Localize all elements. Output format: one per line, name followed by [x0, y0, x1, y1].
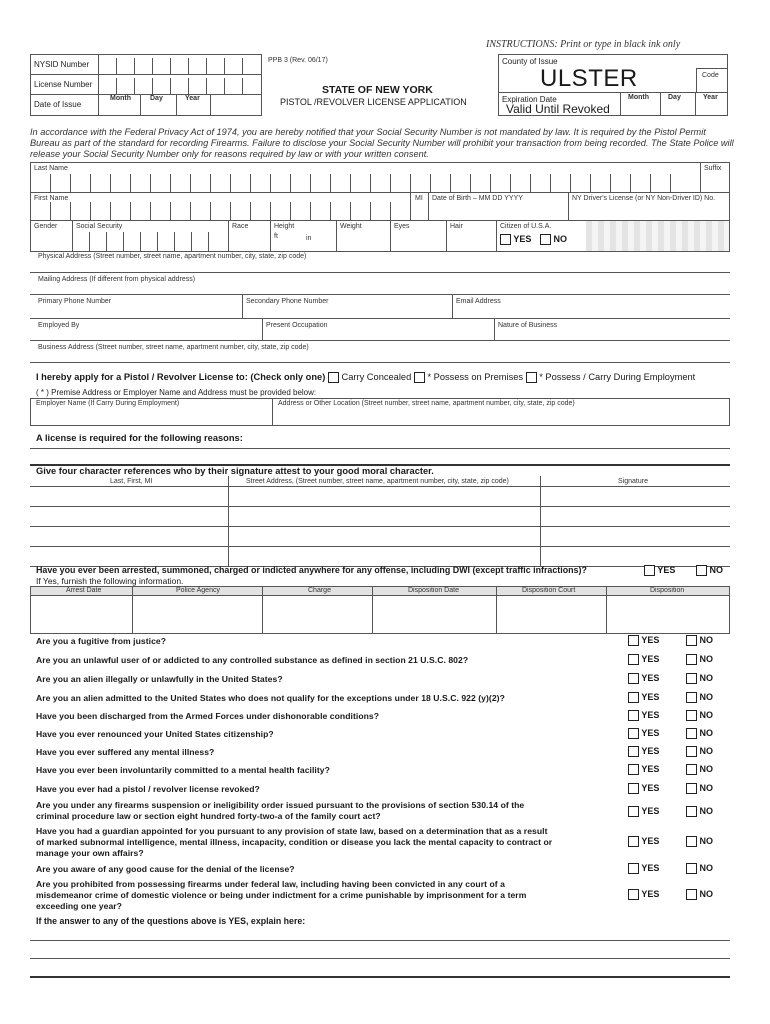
q9-yes-checkbox[interactable]: [628, 783, 639, 794]
q11-line3: manage your own affairs?: [36, 848, 144, 858]
q13-line2: misdemeanor crime of domestic violence or being under indictment for a crime punishable by imprisonment for a term: [36, 890, 527, 900]
q11-yes-label: YES: [641, 836, 660, 846]
q6-no[interactable]: [686, 728, 713, 739]
q9-yes[interactable]: [628, 783, 659, 794]
code-label: Code: [702, 72, 719, 79]
col-police-agency: Police Agency: [176, 587, 220, 594]
exp-year-label: Year: [703, 94, 718, 101]
county-value[interactable]: ULSTER: [540, 65, 638, 92]
q13-no-checkbox[interactable]: [686, 889, 697, 900]
q10-yes-checkbox[interactable]: [628, 806, 639, 817]
q1-yes-label: YES: [641, 635, 660, 645]
q2-yes[interactable]: [628, 654, 659, 665]
q13-yes[interactable]: [628, 889, 659, 900]
arrest-no-label: NO: [709, 565, 724, 575]
q2-no-label: NO: [699, 654, 714, 664]
arrest-if-yes: If Yes, furnish the following information.: [36, 576, 184, 586]
references-col3: Signature: [618, 478, 648, 485]
eyes-label: Eyes: [394, 223, 410, 230]
q9-no-label: NO: [699, 783, 714, 793]
q4-yes[interactable]: [628, 692, 659, 703]
q8-no-label: NO: [699, 764, 714, 774]
explain-label: If the answer to any of the questions above is YES, explain here:: [36, 916, 306, 926]
primary-phone-label: Primary Phone Number: [38, 298, 112, 305]
q6-no-checkbox[interactable]: [686, 728, 697, 739]
arrest-table: [30, 586, 730, 634]
license-number-label: License Number: [34, 80, 93, 89]
citizen-yes-label: YES: [513, 234, 532, 244]
q10-yes[interactable]: [628, 806, 659, 817]
drivers-license-label: NY Driver's License (or NY Non-Driver ID) No.: [572, 195, 716, 202]
issue-year-label: Year: [185, 95, 200, 102]
q3-no[interactable]: [686, 673, 713, 684]
q5-no[interactable]: [686, 710, 713, 721]
references-col2: Street Address, (Street number, street name, apartment number, city, state, zip code): [246, 478, 509, 485]
question-4: Are you an alien admitted to the United States who does not qualify for the exceptions under 18 U.S.C. 922 (y)(2)?: [36, 693, 505, 703]
q1-no-checkbox[interactable]: [686, 635, 697, 646]
carry-concealed-label: Carry Concealed: [341, 372, 412, 382]
q10-line1: Are you under any firearms suspension or ineligibility order issued pursuant to the provisions of section 530.14 of the: [36, 800, 525, 810]
question-3: Are you an alien illegally or unlawfully in the United States?: [36, 674, 283, 684]
q6-yes-label: YES: [641, 728, 660, 738]
q5-no-checkbox[interactable]: [686, 710, 697, 721]
q12-no-checkbox[interactable]: [686, 863, 697, 874]
hair-label: Hair: [450, 223, 463, 230]
q7-yes-checkbox[interactable]: [628, 746, 639, 757]
secondary-phone-label: Secondary Phone Number: [246, 298, 329, 305]
form-title: PISTOL /REVOLVER LICENSE APPLICATION: [280, 97, 467, 107]
q11-line2: of marked subnormal intelligence, mental illness, incapacity, condition or disease you lack the mental capacity to contract or: [36, 837, 553, 847]
q12-line1: Are you aware of any good cause for the denial of the license?: [36, 864, 295, 874]
privacy-notice: In accordance with the Federal Privacy Act of 1974, you are hereby notified that your Social Security Number is not mandated by law. It is required by the Pistol Permit Bureau as part of the standard for recording Firearms. Failure to disclose your Social Security Number will prohibit your transaction from being recorded. The State Police will release your Social Security Number only for reasons required by law or with your written consent.: [30, 127, 734, 159]
question-1: Are you a fugitive from justice?: [36, 636, 167, 646]
apply-text: I hereby apply for a Pistol / Revolver License to: (Check only one): [36, 372, 326, 382]
possess-employment-checkbox[interactable]: [526, 372, 537, 383]
citizen-no[interactable]: [540, 234, 567, 245]
license-number-input[interactable]: [98, 78, 262, 94]
q3-no-label: NO: [699, 673, 714, 683]
q10-yes-label: YES: [641, 806, 660, 816]
q5-yes-label: YES: [641, 710, 660, 720]
first-name-input[interactable]: [30, 202, 410, 220]
state-title: STATE OF NEW YORK: [322, 84, 433, 96]
references-title: Give four character references who by their signature attest to your good moral character.: [36, 466, 434, 476]
q8-yes[interactable]: [628, 764, 659, 775]
exp-month-label: Month: [628, 94, 649, 101]
issue-day-label: Day: [150, 95, 163, 102]
q3-no-checkbox[interactable]: [686, 673, 697, 684]
q12-no[interactable]: [686, 863, 713, 874]
q7-yes-label: YES: [641, 746, 660, 756]
expiration-label: Expiration Date: [502, 95, 557, 104]
q9-no-checkbox[interactable]: [686, 783, 697, 794]
q10-line2: criminal procedure law or section eight hundred forty-two-a of the family court act?: [36, 810, 381, 821]
exp-day-label: Day: [668, 94, 681, 101]
question-9: Have you ever had a pistol / revolver license revoked?: [36, 784, 260, 794]
q4-no-label: NO: [699, 692, 714, 702]
citizen-no-label: NO: [553, 234, 568, 244]
q5-yes-checkbox[interactable]: [628, 710, 639, 721]
nysid-label: NYSID Number: [34, 60, 90, 69]
arrest-yes[interactable]: [644, 565, 675, 576]
q12-no-label: NO: [699, 863, 714, 873]
q13-yes-checkbox[interactable]: [628, 889, 639, 900]
q13-no-label: NO: [699, 889, 714, 899]
q12-yes-checkbox[interactable]: [628, 863, 639, 874]
possess-premises-checkbox[interactable]: [414, 372, 425, 383]
q6-no-label: NO: [699, 728, 714, 738]
q3-yes[interactable]: [628, 673, 659, 684]
citizen-yes-checkbox[interactable]: [500, 234, 511, 245]
q10-no-label: NO: [699, 806, 714, 816]
col-disposition-date: Disposition Date: [408, 587, 459, 594]
q8-yes-checkbox[interactable]: [628, 764, 639, 775]
last-name-label: Last Name: [34, 165, 68, 172]
apply-line: [36, 372, 695, 383]
q4-no-checkbox[interactable]: [686, 692, 697, 703]
ssn-input[interactable]: [72, 232, 228, 252]
arrest-yes-label: YES: [657, 565, 676, 575]
question-guardian: [36, 826, 552, 859]
arrest-question: Have you ever been arrested, summoned, charged or indicted anywhere for any offense, including DWI (except traffic infractions)?: [36, 565, 587, 575]
q8-no-checkbox[interactable]: [686, 764, 697, 775]
suffix-label: Suffix: [704, 165, 722, 172]
citizen-yes[interactable]: [500, 234, 531, 245]
dob-label: Date of Birth – MM DD YYYY: [432, 195, 523, 202]
first-name-label: First Name: [34, 195, 69, 202]
q11-line1: Have you had a guardian appointed for you pursuant to any provision of state law, based on a determination that as a result: [36, 826, 548, 836]
citizen-no-checkbox[interactable]: [540, 234, 551, 245]
q11-no-checkbox[interactable]: [686, 836, 697, 847]
q13-line1: Are you prohibited from possessing firearms under federal law, including having been convicted in any court of a: [36, 879, 505, 889]
question-5: Have you been discharged from the Armed Forces under dishonorable conditions?: [36, 711, 380, 721]
col-disposition: Disposition: [650, 587, 685, 594]
employer-name-label: Employer Name (If Carry During Employment): [36, 400, 180, 407]
q2-no-checkbox[interactable]: [686, 654, 697, 665]
nysid-input[interactable]: [98, 58, 262, 74]
email-label: Email Address: [456, 298, 501, 305]
references-col1: Last, First, MI: [110, 478, 153, 485]
arrest-no[interactable]: [696, 565, 723, 576]
q13-line3: exceeding one year?: [36, 901, 122, 911]
q7-no-checkbox[interactable]: [686, 746, 697, 757]
q10-no-checkbox[interactable]: [686, 806, 697, 817]
col-charge: Charge: [308, 587, 331, 594]
carry-concealed-checkbox[interactable]: [328, 372, 339, 383]
q3-yes-checkbox[interactable]: [628, 673, 639, 684]
col-arrest-date: Arrest Date: [66, 587, 102, 594]
arrest-table-header: [31, 587, 729, 596]
question-good-cause: [36, 864, 295, 874]
q5-yes[interactable]: [628, 710, 659, 721]
issue-month-label: Month: [110, 95, 131, 102]
q12-yes-label: YES: [641, 863, 660, 873]
question-federal-prohibited: [36, 879, 526, 912]
question-8: Have you ever been involuntarily committed to a mental health facility?: [36, 765, 330, 775]
q8-no[interactable]: [686, 764, 713, 775]
q11-no[interactable]: [686, 836, 713, 847]
height-label: Height: [274, 223, 295, 230]
race-label: Race: [232, 223, 249, 230]
last-name-input[interactable]: [30, 174, 700, 192]
q3-yes-label: YES: [641, 673, 660, 683]
weight-label: Weight: [340, 223, 362, 230]
q1-yes-checkbox[interactable]: [628, 635, 639, 646]
form-number: PPB 3 (Rev. 06/17): [268, 57, 328, 64]
nature-business-label: Nature of Business: [498, 322, 558, 329]
q2-yes-label: YES: [641, 654, 660, 664]
business-address-label: Business Address (Street number, street name, apartment number, city, state, zip code): [38, 344, 309, 351]
q9-yes-label: YES: [641, 783, 660, 793]
q6-yes[interactable]: [628, 728, 659, 739]
arrest-yes-checkbox[interactable]: [644, 565, 655, 576]
q8-yes-label: YES: [641, 764, 660, 774]
q2-yes-checkbox[interactable]: [628, 654, 639, 665]
ssn-label: Social Security: [76, 223, 123, 230]
question-6: Have you ever renounced your United States citizenship?: [36, 729, 274, 739]
height-ft-label: ft: [274, 233, 278, 240]
q7-no[interactable]: [686, 746, 713, 757]
apply-note: ( * ) Premise Address or Employer Name and Address must be provided below:: [36, 388, 317, 397]
q12-yes[interactable]: [628, 863, 659, 874]
col-disposition-court: Disposition Court: [522, 587, 576, 594]
question-2: Are you an unlawful user of or addicted to any controlled substance as defined in section 21 U.S.C. 802?: [36, 655, 469, 665]
mi-label: MI: [415, 195, 423, 202]
q13-no[interactable]: [686, 889, 713, 900]
citizen-label: Citizen of U.S.A.: [500, 223, 552, 230]
possess-premises-label: * Possess on Premises: [427, 372, 524, 382]
arrest-no-checkbox[interactable]: [696, 565, 707, 576]
gender-label: Gender: [34, 223, 58, 230]
physical-address-label: Physical Address (Street number, street name, apartment number, city, state, zip code): [38, 253, 307, 260]
expiration-value[interactable]: Valid Until Revoked: [506, 102, 610, 116]
q4-yes-checkbox[interactable]: [628, 692, 639, 703]
employed-by-label: Employed By: [38, 322, 80, 329]
possess-employment-label: * Possess / Carry During Employment: [539, 372, 696, 382]
county-label: County of Issue: [502, 57, 558, 66]
q11-yes[interactable]: [628, 836, 659, 847]
mailing-address-label: Mailing Address (If different from physical address): [38, 276, 196, 283]
q11-no-label: NO: [699, 836, 714, 846]
q11-yes-checkbox[interactable]: [628, 836, 639, 847]
q1-no-label: NO: [699, 635, 714, 645]
q10-no[interactable]: [686, 806, 713, 817]
height-in-label: in: [306, 235, 312, 242]
q4-yes-label: YES: [641, 692, 660, 702]
date-of-issue-label: Date of Issue: [34, 100, 82, 109]
q7-yes[interactable]: [628, 746, 659, 757]
instructions: INSTRUCTIONS: Print or type in black ink only: [486, 39, 681, 50]
q1-no[interactable]: [686, 635, 713, 646]
q4-no[interactable]: [686, 692, 713, 703]
q13-yes-label: YES: [641, 889, 660, 899]
address-other-label: Address or Other Location (Street number, street name, apartment number, city, state, zip code): [278, 400, 575, 407]
q6-yes-checkbox[interactable]: [628, 728, 639, 739]
q5-no-label: NO: [699, 710, 714, 720]
question-7: Have you ever suffered any mental illness?: [36, 747, 215, 757]
q2-no[interactable]: [686, 654, 713, 665]
q7-no-label: NO: [699, 746, 714, 756]
occupation-label: Present Occupation: [266, 322, 328, 329]
question-suspension: [36, 800, 524, 821]
q1-yes[interactable]: [628, 635, 659, 646]
q9-no[interactable]: [686, 783, 713, 794]
reasons-label: A license is required for the following reasons:: [36, 433, 243, 443]
shaded-area: [586, 221, 729, 251]
